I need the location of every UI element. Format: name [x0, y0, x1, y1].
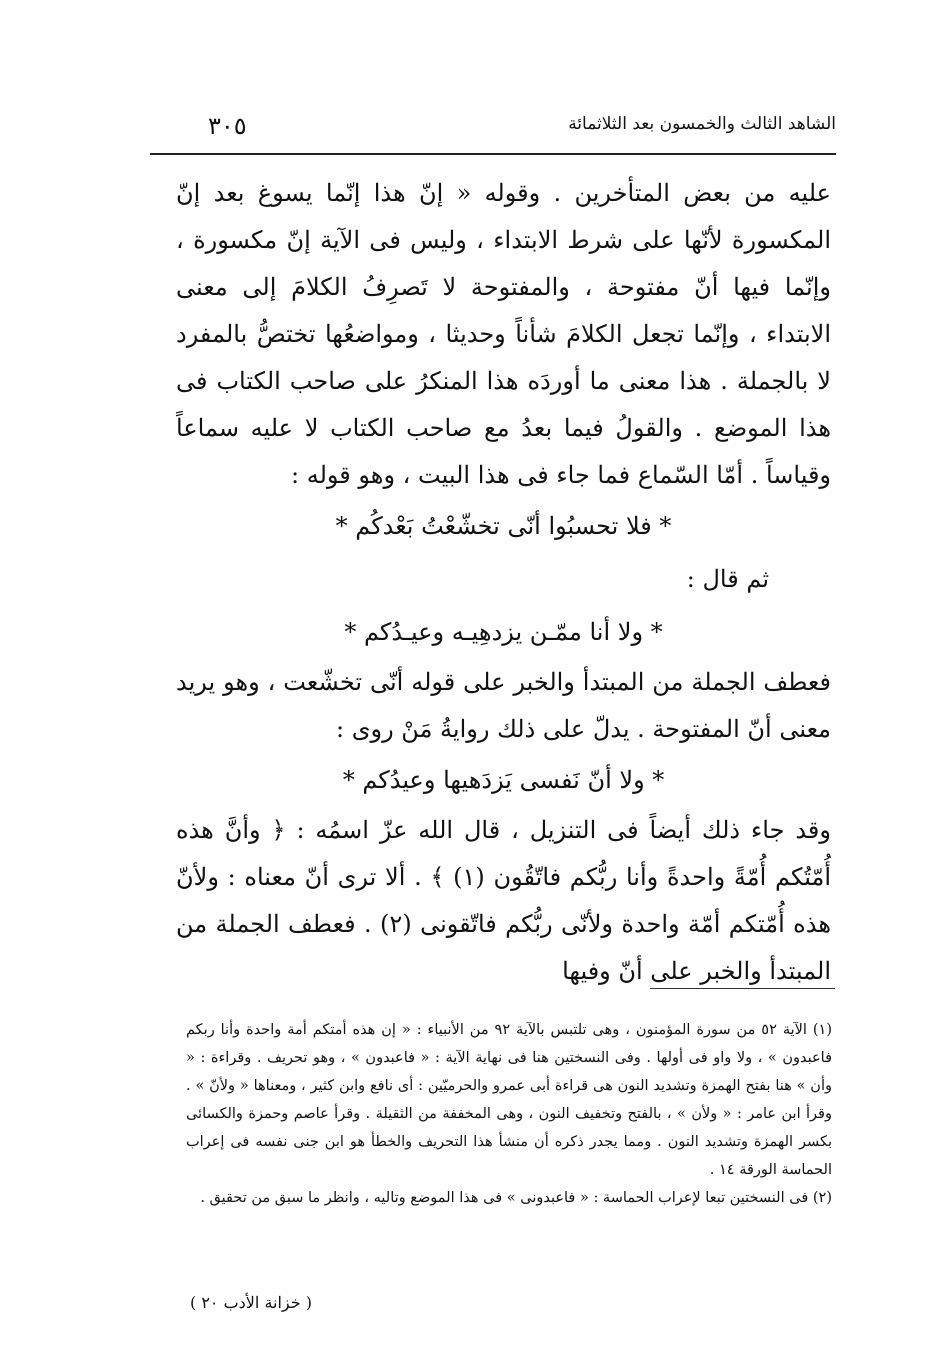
verse-2: * ولا أنا ممّـن يزدهِيـه وعيـدُكم * [344, 618, 663, 646]
paragraph-1: عليه من بعض المتأخرين . وقوله « إنّ هذا إنّما يسوغ بعد إنّ المكسورة لأنّها على شرط الابتداء ، وليس فى الآية إنّ مكسورة ، وإنّما فيها أنّ مفتوحة ، والمفتوحة لا تَصرِفُ الكلامَ إلى معنى الابتداء ، وإنّما تجعل الكلامَ شأناً وحديثا ، ومواضعُها تختصُّ بالمفرد لا بالجملة . هذا معنى ما أوردَه هذا المنكرُ على صاحب الكتاب فى هذا الموضع . والقولُ فيما بعدُ مع صاحب الكتاب لا عليه سماعاً وقياساً . أمّا السّماع فما جاء فى هذا البيت ، وهو قوله : [176, 179, 831, 489]
page-number: ٣٠٥ [208, 112, 247, 140]
verse-1: * فلا تحسبُوا أنّى تخشّعْتُ بَعْدكُم * [335, 512, 672, 540]
verse-3: * ولا أنّ نَفسى يَزدَهيها وعيدُكم * [342, 766, 665, 794]
footnote-2: (٢) فى النسختين تبعا لإعراب الحماسة : « فاعبدونى » فى هذا الموضع وتاليه ، وانظر ما سبق من تحقيق . [200, 1190, 832, 1206]
paragraph-3: وقد جاء ذلك أيضاً فى التنزيل ، قال الله عزّ اسمُه : ﴿ وأنَّ هذه أُمّتُكم أُمّةً واحدةً وأنا ربُّكم فاتّقُون (١) ﴾ . ألا ترى أنّ معناه : ولأنّ هذه أُمّتكم أمّة واحدة ولأنّى ربُّكم فاتّقونى (٢) . فعطف الجملة من المبتدأ والخبر على أنّ وفيها [176, 816, 832, 985]
footnote-rule [650, 988, 835, 989]
signature-mark: ( خزانة الأدب ٢٠ ) [190, 1293, 312, 1312]
running-head: الشاهد الثالث والخمسون بعد الثلاثمائة [568, 114, 836, 134]
page-header [150, 108, 836, 148]
footnote-1: (١) الآية ٥٢ من سورة المؤمنون ، وهى تلتبس بالآية ٩٢ من الأنبياء : « إن هذه أمتكم أمة واحدة وأنا ربكم فاعبدون » ، ولا واو فى أولها . وفى النسختين هنا فى نهاية الآية : « فاعبدون » ، وهو تحريف . وقراءة : « وأن » هنا بفتح الهمزة وتشديد النون هى قراءة أبى عمرو والحرميّين : أى نافع وابن كثير ، ومعناها « ولأنّ » . وقرأ ابن عامر : « ولأن » ، بالفتح وتخفيف النون ، وهى المخففة من الثقيلة . وقرأ عاصم وحمزة والكسائى بكسر الهمزة وتشديد النون . ومما يجدر ذكره أن منشأ هذا التحريف والخطأ هو ابن جنى نفسه فى إعراب الحماسة الورقة ١٤ . [186, 1022, 832, 1178]
header-rule [150, 153, 836, 155]
footnotes [186, 1016, 832, 1212]
paragraph-2: فعطف الجملة من المبتدأ والخبر على قوله أنّى تخشّعت ، وهو يريد معنى أنّ المفتوحة . يدلّ على ذلك روايةُ مَنْ روى : [176, 668, 831, 743]
main-text [176, 170, 831, 995]
narration-line: ثم قال : [686, 565, 769, 593]
